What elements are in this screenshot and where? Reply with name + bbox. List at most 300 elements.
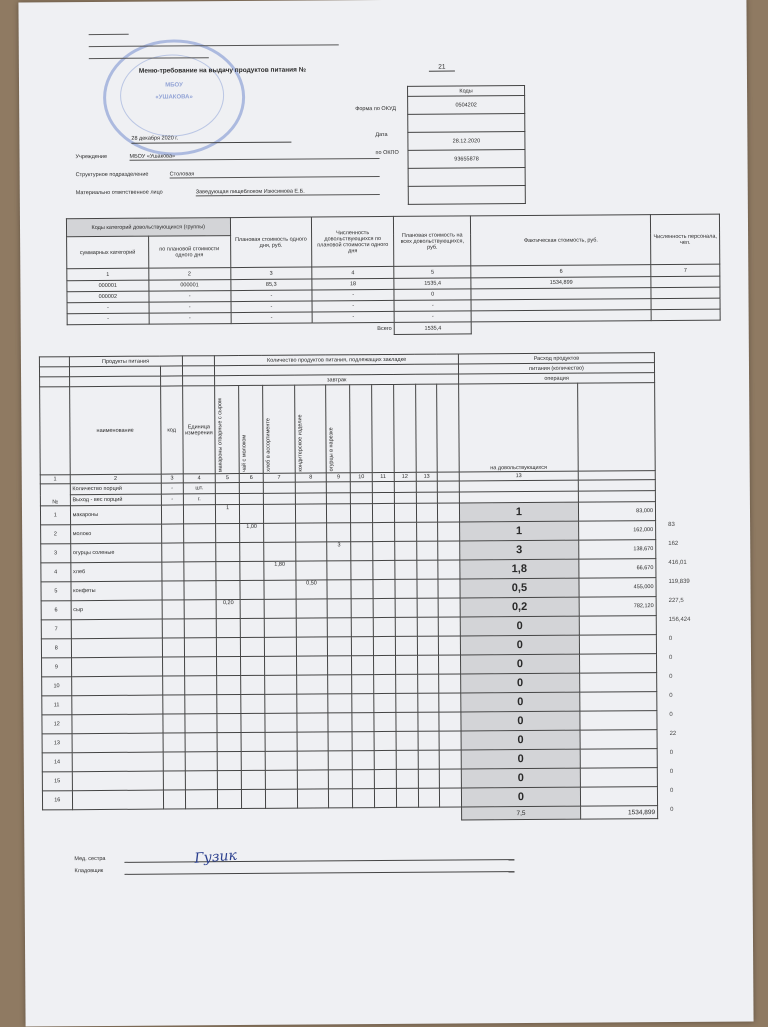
dish-qty bbox=[241, 770, 265, 789]
dish-qty bbox=[417, 693, 439, 712]
dish-qty bbox=[373, 636, 395, 655]
dish-qty bbox=[416, 579, 438, 598]
dish-qty bbox=[329, 751, 353, 770]
dish-qty bbox=[264, 580, 296, 599]
date-value: 28.12.2020 bbox=[408, 132, 525, 151]
row-number: 2 bbox=[41, 525, 71, 544]
dish-qty bbox=[351, 504, 373, 523]
side-value: 0 bbox=[669, 693, 673, 700]
dish-qty bbox=[264, 618, 296, 637]
dish-qty bbox=[372, 503, 394, 522]
expense-qty: 0 bbox=[460, 616, 579, 636]
dish-header: кондитерское изделие bbox=[296, 413, 304, 472]
product-name bbox=[71, 676, 162, 696]
unit-price bbox=[580, 768, 657, 788]
dish-qty bbox=[328, 637, 352, 656]
dish-header bbox=[439, 386, 440, 470]
side-value: 83 bbox=[668, 521, 675, 529]
dish-qty bbox=[217, 676, 241, 695]
dish-qty bbox=[439, 693, 461, 712]
side-value: 227,5 bbox=[668, 597, 684, 605]
dish-header: макароны отварные с сыром bbox=[217, 397, 224, 472]
dish-qty bbox=[351, 523, 373, 542]
dish-qty bbox=[328, 732, 352, 751]
dish-qty bbox=[327, 561, 351, 580]
dish-qty bbox=[352, 732, 374, 751]
product-unit bbox=[185, 733, 218, 752]
product-code bbox=[162, 562, 184, 581]
product-name bbox=[72, 752, 163, 772]
dish-qty bbox=[242, 789, 266, 808]
dish-header bbox=[418, 386, 419, 470]
unit-price bbox=[579, 616, 656, 636]
dish-qty bbox=[240, 637, 264, 656]
dish-qty bbox=[395, 674, 417, 693]
dish-qty bbox=[216, 524, 240, 543]
okpo-label: по ОКПО bbox=[375, 149, 399, 157]
dish-qty bbox=[328, 694, 352, 713]
product-name bbox=[71, 619, 162, 639]
expense-qty: 0 bbox=[461, 711, 580, 731]
dish-qty bbox=[265, 675, 297, 694]
side-value: 162 bbox=[668, 540, 679, 548]
product-unit bbox=[183, 505, 216, 524]
dish-qty bbox=[374, 769, 396, 788]
dish-qty bbox=[438, 522, 460, 541]
dish-qty bbox=[217, 638, 241, 657]
expense-qty: 0 bbox=[461, 654, 580, 674]
summary-row: - - - - - bbox=[67, 298, 720, 314]
dish-qty bbox=[218, 790, 242, 809]
dish-qty bbox=[374, 674, 396, 693]
dish-qty bbox=[353, 789, 375, 808]
dish-qty: 3 bbox=[327, 542, 351, 561]
dish-qty bbox=[352, 675, 374, 694]
side-value: 0 bbox=[669, 750, 674, 757]
portions-label: Количество порций bbox=[70, 483, 161, 495]
dish-qty bbox=[394, 541, 416, 560]
summary-row: - - - - - bbox=[67, 309, 720, 325]
product-code bbox=[163, 714, 185, 733]
dish-qty bbox=[327, 580, 351, 599]
dish-qty bbox=[352, 713, 374, 732]
dish-qty: 0,50 bbox=[296, 580, 328, 599]
round-stamp: МБОУ «УШАКОВА» bbox=[103, 39, 246, 156]
dish-qty bbox=[351, 637, 373, 656]
dish-qty bbox=[241, 732, 265, 751]
dish-qty bbox=[396, 731, 418, 750]
dish-qty bbox=[328, 618, 352, 637]
side-value: 156,424 bbox=[668, 616, 691, 624]
expense-qty: 0 bbox=[461, 787, 580, 807]
unit-price: 455,000 bbox=[579, 578, 656, 598]
dish-qty bbox=[240, 580, 264, 599]
dish-qty bbox=[241, 675, 265, 694]
product-name bbox=[71, 638, 162, 658]
institution-label: Учреждение bbox=[75, 153, 108, 161]
product-unit bbox=[184, 581, 217, 600]
dish-qty bbox=[240, 504, 264, 523]
product-unit bbox=[185, 790, 218, 809]
dish-qty: 0,20 bbox=[216, 600, 240, 619]
dish-qty bbox=[395, 636, 417, 655]
product-name: молоко bbox=[70, 524, 161, 544]
expense-qty: 1 bbox=[460, 521, 579, 541]
unit-price: 83,000 bbox=[578, 502, 655, 522]
dish-qty bbox=[374, 731, 396, 750]
product-name: огурцы соленые bbox=[70, 543, 161, 563]
side-value: 22 bbox=[669, 730, 677, 738]
side-value: 0 bbox=[669, 788, 674, 795]
expense-qty: 0 bbox=[461, 692, 580, 712]
row-number: 9 bbox=[42, 658, 72, 677]
dish-qty bbox=[295, 523, 327, 542]
dish-qty bbox=[418, 788, 440, 807]
row-number: 4 bbox=[41, 563, 71, 582]
dish-qty bbox=[217, 695, 241, 714]
dish-qty bbox=[217, 619, 241, 638]
side-value: 0 bbox=[669, 769, 674, 776]
dish-qty bbox=[374, 693, 396, 712]
total-qty: 7,5 bbox=[462, 806, 581, 820]
unit-price: 782,120 bbox=[579, 597, 656, 617]
dish-qty bbox=[265, 732, 297, 751]
expense-qty: 0 bbox=[461, 749, 580, 769]
row-number: 12 bbox=[42, 715, 72, 734]
expense-qty: 1,8 bbox=[460, 559, 579, 579]
dish-header bbox=[352, 387, 353, 471]
summary-table: Коды категорий довольствующихся (группы) Плановая стоимость одного дня, руб. Численность довольствующихся по плановой стоимости одного дня Плановая стоимость на всех довольствующихся, руб. Фактическая стоимость, руб. Численность персонала, чел. суммарных категорий по плановой стоимости одного дня 1 2 3 4 5 6 7 000001 000001 85,3 18 1535,4 1534,899 000002 - - - 0 - - - - - - - - - - Всего 1535,4 bbox=[66, 214, 721, 338]
dish-qty bbox=[417, 636, 439, 655]
dish-qty bbox=[439, 674, 461, 693]
unit-value: Столовая bbox=[170, 170, 380, 178]
dish-qty bbox=[396, 712, 418, 731]
dish-qty bbox=[438, 560, 460, 579]
product-code bbox=[163, 733, 185, 752]
row-number: 5 bbox=[41, 582, 71, 601]
expense-qty: 3 bbox=[460, 540, 579, 560]
product-code bbox=[162, 581, 184, 600]
product-code bbox=[163, 752, 185, 771]
row-number: 1 bbox=[40, 506, 70, 525]
dish-qty bbox=[352, 770, 374, 789]
dish-qty bbox=[240, 618, 264, 637]
dish-qty bbox=[295, 542, 327, 561]
unit-price bbox=[580, 730, 657, 750]
document-page bbox=[18, 0, 753, 1027]
dish-qty bbox=[351, 542, 373, 561]
dish-qty bbox=[374, 788, 396, 807]
dish-qty bbox=[352, 751, 374, 770]
okpo-value: 93655878 bbox=[408, 150, 525, 169]
dish-qty bbox=[265, 751, 297, 770]
dish-qty: 1 bbox=[216, 505, 240, 524]
product-name bbox=[72, 790, 163, 810]
dish-qty: 1,80 bbox=[264, 561, 296, 580]
dish-qty bbox=[438, 598, 460, 617]
dish-qty bbox=[329, 789, 353, 808]
dish-qty bbox=[373, 617, 395, 636]
dish-qty bbox=[240, 561, 264, 580]
product-code bbox=[162, 676, 184, 695]
responsible-value: Заведующая пищеблоком Изюсимова Е.Б. bbox=[196, 188, 380, 196]
dish-qty bbox=[394, 503, 416, 522]
product-unit bbox=[185, 771, 218, 790]
dish-qty bbox=[328, 656, 352, 675]
dish-qty bbox=[417, 598, 439, 617]
product-code bbox=[163, 695, 185, 714]
unit-price bbox=[579, 673, 656, 693]
dish-qty bbox=[438, 579, 460, 598]
document-number: 21 bbox=[429, 64, 455, 72]
side-value: 0 bbox=[670, 807, 674, 814]
dish-qty bbox=[351, 599, 373, 618]
dish-qty bbox=[263, 504, 295, 523]
dish-qty bbox=[439, 731, 461, 750]
document-date: 28 декабря 2020 г. bbox=[131, 135, 179, 142]
dish-qty bbox=[416, 522, 438, 541]
dish-qty bbox=[396, 750, 418, 769]
side-value: 119,839 bbox=[668, 578, 690, 586]
expense-qty: 0,2 bbox=[460, 597, 579, 617]
dish-qty bbox=[296, 656, 328, 675]
dish-qty bbox=[327, 504, 351, 523]
dish-qty bbox=[217, 657, 241, 676]
dish-qty bbox=[395, 560, 417, 579]
dish-qty bbox=[373, 579, 395, 598]
dish-qty bbox=[296, 599, 328, 618]
row-number: 7 bbox=[41, 620, 71, 639]
product-code bbox=[163, 771, 185, 790]
dish-qty bbox=[241, 694, 265, 713]
dish-qty: 1,00 bbox=[240, 523, 264, 542]
dish-qty bbox=[416, 541, 438, 560]
yield-label: Выход - вес порций bbox=[70, 494, 161, 506]
summary-total-label: Всего bbox=[377, 325, 392, 332]
dish-qty bbox=[373, 598, 395, 617]
dish-header bbox=[396, 386, 397, 470]
dish-qty bbox=[217, 752, 241, 771]
dish-qty bbox=[264, 599, 296, 618]
responsible-label: Материально ответственное лицо bbox=[75, 189, 163, 197]
dish-qty bbox=[328, 713, 352, 732]
dish-qty bbox=[264, 523, 296, 542]
dish-qty bbox=[217, 714, 241, 733]
dish-qty bbox=[216, 543, 240, 562]
row-number: 16 bbox=[42, 791, 72, 810]
dish-qty bbox=[396, 788, 418, 807]
codes-box: Коды 0504202 28.12.2020 93655878 bbox=[407, 85, 526, 205]
dish-qty bbox=[374, 712, 396, 731]
dish-qty bbox=[352, 656, 374, 675]
dish-qty bbox=[439, 750, 461, 769]
dish-qty bbox=[295, 561, 327, 580]
dish-qty bbox=[395, 579, 417, 598]
dish-qty bbox=[297, 770, 329, 789]
product-unit bbox=[184, 600, 217, 619]
unit-price bbox=[580, 692, 657, 712]
product-name bbox=[72, 733, 163, 753]
summary-row: 000001 000001 85,3 18 1535,4 1534,899 bbox=[67, 276, 720, 292]
unit-price: 138,670 bbox=[578, 540, 655, 560]
dish-qty bbox=[395, 655, 417, 674]
side-value: 0 bbox=[668, 636, 673, 643]
handwritten-signature: Гузик bbox=[193, 847, 238, 867]
product-unit bbox=[183, 524, 216, 543]
dish-qty bbox=[395, 693, 417, 712]
dish-qty bbox=[265, 694, 297, 713]
unit-price bbox=[580, 711, 657, 731]
dish-qty bbox=[352, 694, 374, 713]
product-unit bbox=[184, 619, 217, 638]
row-number: 15 bbox=[42, 772, 72, 791]
dish-qty bbox=[265, 789, 297, 808]
row-number: 13 bbox=[42, 734, 72, 753]
dish-qty bbox=[394, 522, 416, 541]
dish-qty bbox=[351, 580, 373, 599]
product-unit bbox=[185, 752, 218, 771]
unit-price: 66,670 bbox=[579, 559, 656, 579]
dish-qty bbox=[241, 713, 265, 732]
dish-qty bbox=[265, 713, 297, 732]
main-col-numbers: 1 2 3 4 5 6 7 8 9 10 11 12 13 13 bbox=[40, 471, 655, 484]
dish-qty bbox=[418, 731, 440, 750]
dish-qty bbox=[296, 637, 328, 656]
row-number: 11 bbox=[42, 696, 72, 715]
form-okud-label: Форма по ОКУД bbox=[355, 105, 396, 113]
product-name: хлеб bbox=[70, 562, 161, 582]
dish-qty bbox=[297, 751, 329, 770]
product-code bbox=[161, 524, 183, 543]
products-table: Продукты питания Количество продуктов питания, подлежащих закладке Расход продуктов питания (количество) завтрак операция наименование код Единица измерения макароны отварные с сыром чай с молоком хлеб в ассортименте кондитерское изделие огурцы в нарезке на довольствующихся 1 2 3 4 5 6 7 8 9 10 11 12 13 13 № Количество порций - шт. Выход - вес порций - г. 1 макароны 1 1 83,000 2 молоко 1,00 1 162,000 3 огурцы соленые 3 3 138,670 4 хлеб 1,80 1,8 66,670 5 конфеты 0,50 0,5 455,000 6 сыр 0,20 0,2 782,120 7 0 8 0 9 0 10 0 11 0 12 0 13 0 14 0 15 0 16 0 7,5 1534,899 bbox=[39, 352, 658, 823]
expense-qty: 0 bbox=[461, 730, 580, 750]
row-number: 6 bbox=[41, 601, 71, 620]
dish-header bbox=[374, 387, 375, 471]
dish-qty bbox=[264, 542, 296, 561]
dish-qty bbox=[296, 675, 328, 694]
dish-header: огурцы в нарезке bbox=[328, 426, 336, 471]
expense-qty: 0 bbox=[461, 673, 580, 693]
date-label: Дата bbox=[375, 131, 388, 139]
dish-qty bbox=[440, 769, 462, 788]
dish-qty bbox=[418, 769, 440, 788]
dish-qty bbox=[351, 618, 373, 637]
expense-qty: 0 bbox=[461, 768, 580, 788]
product-code bbox=[163, 790, 185, 809]
product-name: сыр bbox=[71, 600, 162, 620]
dish-qty bbox=[240, 599, 264, 618]
dish-qty bbox=[418, 750, 440, 769]
dish-qty bbox=[372, 522, 394, 541]
side-value: 416,01 bbox=[668, 559, 687, 567]
dish-qty bbox=[373, 655, 395, 674]
document-title: Меню-требование на выдачу продуктов питания № bbox=[138, 66, 307, 75]
dish-qty bbox=[373, 541, 395, 560]
product-unit bbox=[183, 562, 216, 581]
dish-qty bbox=[297, 713, 329, 732]
dish-qty bbox=[395, 617, 417, 636]
dish-qty bbox=[416, 503, 438, 522]
product-unit bbox=[183, 543, 216, 562]
unit-price bbox=[579, 635, 656, 655]
product-code bbox=[162, 638, 184, 657]
product-code bbox=[162, 600, 184, 619]
row-number: 3 bbox=[41, 544, 71, 563]
meal-label: завтрак bbox=[215, 374, 459, 386]
row-number: 8 bbox=[41, 639, 71, 658]
side-value: 0 bbox=[669, 712, 673, 719]
dish-qty bbox=[417, 674, 439, 693]
product-name bbox=[71, 695, 162, 715]
product-name bbox=[71, 657, 162, 677]
expense-qty: 0,5 bbox=[460, 578, 579, 598]
side-value: 0 bbox=[669, 674, 673, 681]
dish-qty bbox=[295, 504, 327, 523]
dish-qty bbox=[241, 656, 265, 675]
dish-qty bbox=[417, 617, 439, 636]
dish-qty bbox=[417, 655, 439, 674]
summary-row: 000002 - - - 0 bbox=[67, 287, 720, 303]
unit-price bbox=[580, 749, 657, 769]
product-name: конфеты bbox=[71, 581, 162, 601]
product-name: макароны bbox=[70, 505, 161, 525]
dish-header: хлеб в ассортименте bbox=[265, 417, 272, 472]
summary-col-numbers: 1 2 3 4 5 6 7 bbox=[67, 264, 720, 281]
dish-qty bbox=[373, 560, 395, 579]
dish-qty bbox=[296, 694, 328, 713]
dish-qty bbox=[297, 732, 329, 751]
row-number: 14 bbox=[42, 753, 72, 772]
summary-total-value: 1535,4 bbox=[394, 322, 471, 335]
product-unit bbox=[184, 676, 217, 695]
product-code bbox=[162, 619, 184, 638]
dish-qty bbox=[296, 618, 328, 637]
product-unit bbox=[184, 695, 217, 714]
dish-qty bbox=[438, 541, 460, 560]
dish-qty bbox=[216, 581, 240, 600]
dish-qty bbox=[217, 733, 241, 752]
dish-qty bbox=[440, 788, 462, 807]
dish-qty bbox=[439, 712, 461, 731]
product-name bbox=[72, 771, 163, 791]
form-okud-value: 0504202 bbox=[408, 96, 525, 115]
dish-qty bbox=[351, 561, 373, 580]
dish-qty bbox=[417, 712, 439, 731]
product-unit bbox=[185, 714, 218, 733]
expense-qty: 1 bbox=[459, 502, 578, 522]
dish-qty bbox=[264, 637, 296, 656]
unit-price bbox=[579, 654, 656, 674]
dish-qty bbox=[216, 562, 240, 581]
product-code bbox=[161, 505, 183, 524]
nurse-label: Мед. сестра bbox=[74, 855, 106, 863]
unit-price: 162,000 bbox=[578, 521, 655, 541]
dish-qty bbox=[439, 617, 461, 636]
product-unit bbox=[184, 638, 217, 657]
institution-value: МБОУ «Ушакова» bbox=[129, 152, 379, 161]
expense-qty: 0 bbox=[460, 635, 579, 655]
side-value: 0 bbox=[669, 655, 673, 662]
row-number: 10 bbox=[42, 677, 72, 696]
dish-qty bbox=[439, 636, 461, 655]
total-price: 1534,899 bbox=[580, 806, 657, 820]
dish-qty bbox=[438, 503, 460, 522]
dish-qty bbox=[374, 750, 396, 769]
unit-price bbox=[580, 787, 657, 807]
product-name bbox=[72, 714, 163, 734]
dish-qty bbox=[327, 599, 351, 618]
dish-qty bbox=[416, 560, 438, 579]
